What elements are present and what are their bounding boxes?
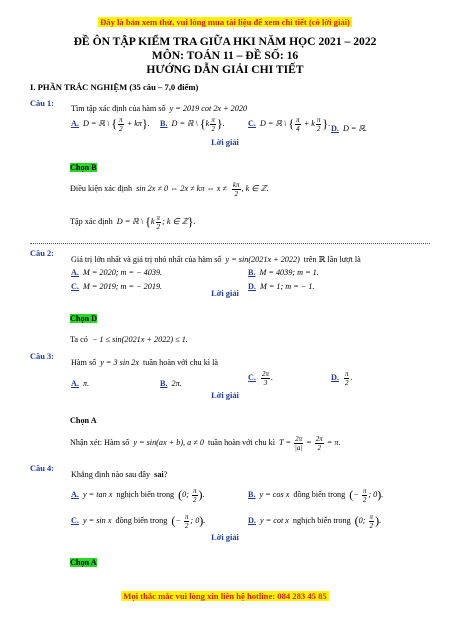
footer-hotline-text: Mọi thắc mắc vui lòng xin liên hệ hotline: 084 283 45 85: [123, 591, 327, 601]
q4-option-c: C. y = sin x đồng biến trong (− $\frac{\pi}{2}$ ; 0).: [71, 512, 206, 530]
q1-option-b: B. D = ℝ \ {k $\frac{\pi}{2}$ }.: [160, 115, 225, 133]
q4-option-a: A. y = tan x nghịch biến trong (0; $\frac{\pi}{2}$ ).: [71, 486, 205, 504]
exam-subtitle: HƯỚNG DẪN GIẢI CHI TIẾT: [146, 63, 304, 76]
divider: [30, 243, 430, 244]
q2-option-b: B. M = 4039; m = 1.: [248, 268, 319, 277]
q2-option-a: A. M = 2020; m = − 4039.: [71, 268, 163, 277]
q1-domain: Tập xác định D = ℝ \ {k $\frac{\pi}{2}$ ; k ∈ ℤ}.: [70, 213, 196, 231]
q4-option-b: B. y = cos x đồng biến trong (− $\frac{\pi}{2}$ ; 0).: [248, 486, 384, 504]
q1-number: Câu 1:: [30, 99, 54, 108]
q2-option-c: C. M = 2019; m = − 2019.: [71, 282, 163, 291]
q4-number: Câu 4:: [30, 464, 54, 473]
q2-stem: Giá trị lớn nhất và giá trị nhỏ nhất của hàm số y = sin(2021x + 2022) trên ℝ lần lượt là: [71, 255, 361, 264]
q2-answer: Chọn D: [70, 314, 98, 323]
section-heading: I. PHẦN TRẮC NGHIỆM (35 câu – 7,0 điểm): [30, 82, 199, 92]
q1-answer: Chọn B: [70, 163, 97, 172]
q1-function: y = 2019 cot 2x + 2020: [169, 104, 248, 113]
preview-banner-text: Đây là bản xem thử, vui lòng mua tài liệu để xem chi tiết (có lời giải): [100, 17, 350, 27]
preview-banner: [0, 12, 450, 30]
q3-answer: Chọn A: [70, 416, 97, 425]
q1-option-c: C. D = ℝ \ { $\frac{\pi}{4}$ + k $\frac{\pi}{2}$ }.: [248, 115, 331, 133]
q1-solution-label: Lời giải: [211, 138, 239, 147]
q1-option-a: A. D = ℝ \ { $\frac{\pi}{2}$ + kπ}.: [71, 115, 150, 133]
q2-solution-label: Lời giải: [211, 289, 239, 298]
q3-number: Câu 3:: [30, 352, 54, 361]
exam-title: ĐỀ ÔN TẬP KIỂM TRA GIỮA HKI NĂM HỌC 2021 – 2022: [73, 35, 377, 48]
q3-option-a: A. π.: [71, 379, 90, 388]
q3-stem: Hàm số y = 3 sin 2x tuần hoàn với chu kì là: [71, 358, 219, 367]
footer-hotline: [0, 591, 450, 601]
exam-subject: MÔN: TOÁN 11 – ĐỀ SỐ: 16: [151, 49, 299, 62]
q2-option-d: D. M = 1; m = − 1.: [248, 282, 315, 291]
q1-condition: Điều kiện xác định sin 2x ≠ 0 ⇔ 2x ≠ kπ ⇔ x ≠ $\frac{k\pi}{2}$ , k ∈ ℤ.: [70, 180, 269, 198]
q3-solution-label: Lời giải: [211, 391, 239, 400]
q4-solution-label: Lời giải: [211, 533, 239, 542]
q3-note: Nhận xét: Hàm số y = sin(ax + b), a ≠ 0 tuần hoàn với chu kì T = $\frac{2\pi}{|a|}$ = $\frac{2\pi}{2}$ = π.: [70, 434, 341, 452]
q4-stem: Khẳng định nào sau đây sai?: [71, 470, 168, 479]
q2-number: Câu 2:: [30, 249, 54, 258]
q4-option-d: D. y = cot x nghịch biến trong (0; $\frac{\pi}{2}$ ).: [248, 512, 382, 530]
q1-stem: Tìm tập xác định của hàm số y = 2019 cot 2x + 2020: [71, 104, 248, 113]
q1-option-d: D. D = ℝ.: [331, 124, 368, 133]
q2-note: Ta có − 1 ≤ sin(2021x + 2022) ≤ 1.: [70, 335, 188, 344]
q4-answer: Chọn A: [70, 558, 97, 567]
q3-option-d: D. $\frac{\pi}{2}$ .: [331, 369, 353, 387]
q3-option-c: C. $\frac{2\pi}{3}$ .: [248, 369, 274, 387]
q3-option-b: B. 2π.: [160, 379, 182, 388]
